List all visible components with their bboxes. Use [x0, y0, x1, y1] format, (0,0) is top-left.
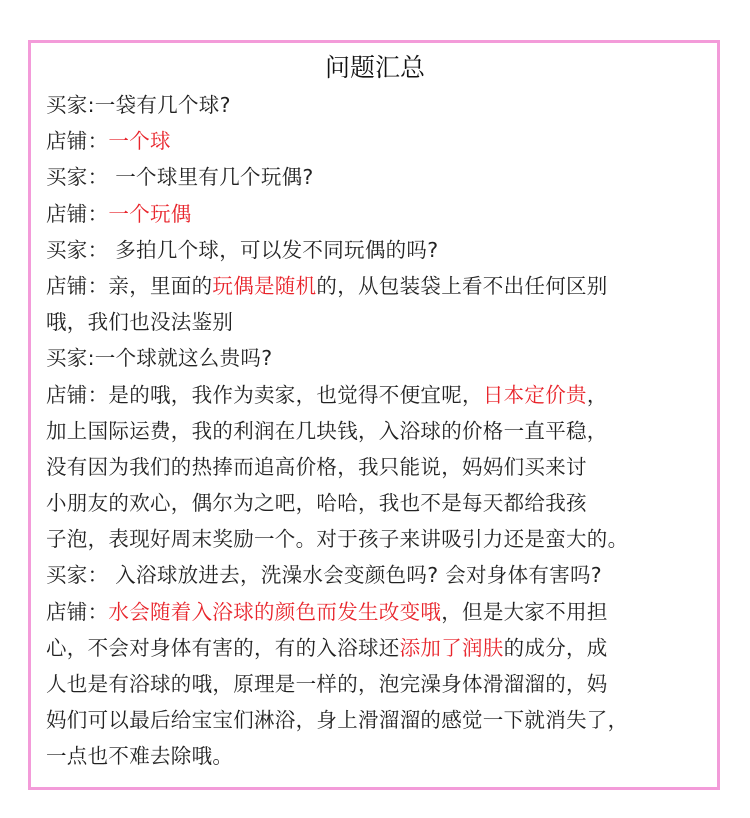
text-segment: 店铺：: [46, 201, 109, 226]
text-segment: 买家:一袋有几个球?: [46, 93, 231, 117]
page-title: 问题汇总: [324, 53, 425, 82]
text-segment: 人也是有浴球的哦，原理是一样的，泡完澡身体滑溜溜的，妈: [46, 672, 608, 696]
text-segment: 小朋友的欢心，偶尔为之吧，哈哈，我也不是每天都给我孩: [46, 491, 587, 516]
qa-line: [46, 738, 736, 774]
text-segment: 妈们可以最后给宝宝们淋浴，身上滑溜溜的感觉一下就消失了，: [46, 708, 629, 733]
text-segment: 店铺：是的哦，我作为卖家，也觉得不便宜呢，: [46, 382, 483, 407]
qa-line: [46, 87, 736, 123]
text-segment: 买家:一个球就这么贵吗?: [46, 346, 273, 371]
text-segment: 心，不会对身体有害的，有的入浴球还: [46, 635, 400, 660]
qa-line: [46, 702, 736, 738]
qa-line: [46, 196, 736, 232]
qa-line: [46, 630, 736, 666]
text-segment: 一点也不难去除哦。: [46, 744, 234, 769]
qa-line: [46, 666, 736, 702]
highlighted-text: 玩偶是随机: [212, 273, 317, 298]
qa-line: [46, 304, 736, 340]
text-segment: 的成分，成: [503, 635, 608, 660]
text-segment: 买家： 多拍几个球，可以发不同玩偶的吗?: [46, 237, 439, 262]
qa-line: [46, 232, 736, 268]
text-segment: 店铺：: [46, 129, 109, 154]
qa-content: [46, 87, 736, 775]
qa-line: [46, 340, 736, 376]
text-segment: ，但是大家不用担: [441, 599, 608, 624]
text-segment: 店铺：: [46, 599, 109, 624]
qa-line: [46, 594, 736, 630]
qa-line: [46, 377, 736, 413]
highlighted-text: 一个球: [108, 129, 171, 154]
highlighted-text: 一个玩偶: [108, 201, 192, 226]
text-segment: 哦，我们也没法鉴别: [46, 310, 234, 335]
text-segment: 店铺：亲，里面的: [46, 273, 213, 298]
text-segment: 子泡，表现好周末奖励一个。对于孩子来讲吸引力还是蛮大的。: [46, 527, 629, 552]
highlighted-text: 日本定价贵: [482, 382, 587, 407]
highlighted-text: 添加了润肤: [399, 635, 504, 660]
qa-line: [46, 521, 736, 557]
text-segment: 的，从包装袋上看不出任何区别: [316, 273, 608, 298]
qa-line: [46, 413, 736, 449]
text-segment: 买家： 一个球里有几个玩偶?: [46, 165, 314, 190]
qa-line: [46, 123, 736, 159]
qa-line: [46, 557, 736, 593]
highlighted-text: 水会随着入浴球的颜色而发生改变哦: [108, 599, 442, 624]
text-segment: ，: [586, 382, 608, 407]
text-segment: 加上国际运费，我的利润在几块钱，入浴球的价格一直平稳，: [46, 418, 608, 443]
text-segment: 买家： 入浴球放进去，洗澡水会变颜色吗? 会对身体有害吗?: [46, 563, 602, 588]
qa-line: [46, 449, 736, 485]
qa-line: [46, 268, 736, 304]
text-segment: 没有因为我们的热捧而追高价格，我只能说，妈妈们买来讨: [46, 454, 587, 479]
qa-line: [46, 159, 736, 195]
qa-line: [46, 485, 736, 521]
